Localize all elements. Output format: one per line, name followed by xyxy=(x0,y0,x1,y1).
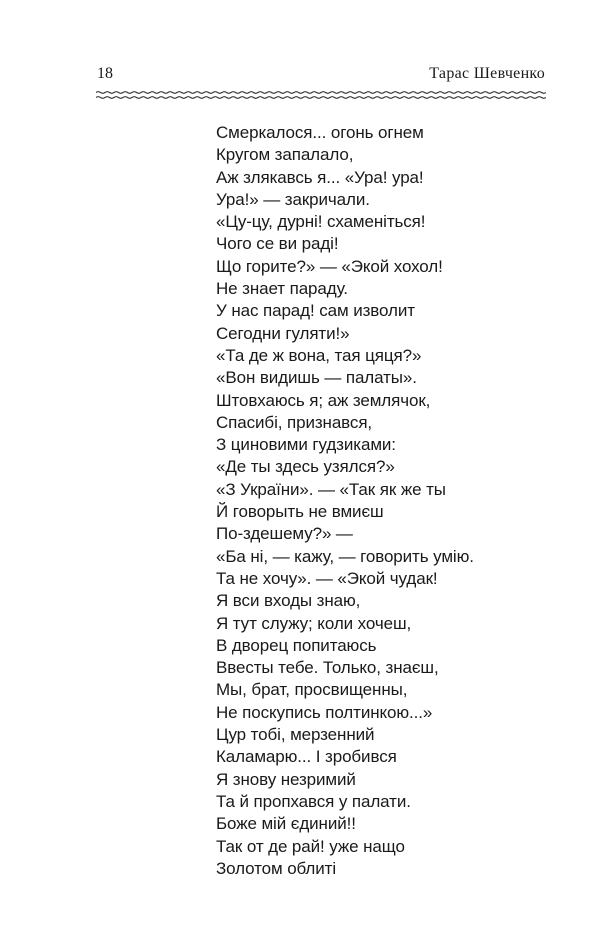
poem-line: Я вси входы знаю, xyxy=(216,591,361,611)
poem-line: «Вон видишь — палаты». xyxy=(216,368,417,388)
poem-line: Так от де рай! уже нащо xyxy=(216,836,405,856)
poem-line: Спасибі, признався, xyxy=(216,412,373,432)
decorative-wave-divider xyxy=(96,89,546,101)
poem-line: Та й пропхався у палати. xyxy=(216,791,411,811)
poem-line: Мы, брат, просвищенны, xyxy=(216,680,408,700)
poem-line: Смеркалося... огонь огнем xyxy=(216,123,424,142)
poem-line: Ура!» — закричали. xyxy=(216,189,370,209)
poem-line: Аж злякавсь я... «Ура! ура! xyxy=(216,167,424,187)
poem-line: Цур тобі, мерзенний xyxy=(216,725,375,745)
poem-line: Я знову незримий xyxy=(216,769,356,789)
page-number: 18 xyxy=(97,65,113,82)
poem-line: У нас парад! сам изволит xyxy=(216,301,415,321)
poem-line: З циновими гудзиками: xyxy=(216,435,396,455)
poem-line: «Де ты здесь узялся?» xyxy=(216,457,395,477)
poem-line: Сегодни гуляти!» xyxy=(216,323,350,343)
poem-line: Й говорыть не вмиєш xyxy=(216,502,384,522)
poem-line: По-здешему?» — xyxy=(216,524,353,544)
poem-line: «З України». — «Так як же ты xyxy=(216,479,446,499)
poem-line: Я тут служу; коли хочеш, xyxy=(216,613,412,633)
poem-line: «Ба ні, — кажу, — говорить умію. xyxy=(216,546,474,566)
poem-line: Боже мій єдиний!! xyxy=(216,814,356,834)
poem-line: Чого се ви раді! xyxy=(216,234,339,254)
poem-line: Каламарю... І зробився xyxy=(216,747,397,767)
poem-line: Що горите?» — «Экой хохол! xyxy=(216,256,443,276)
poem-text xyxy=(216,122,474,880)
running-head: Тарас Шевченко xyxy=(429,65,545,82)
poem-line: Ввесты тебе. Только, знаєш, xyxy=(216,658,439,678)
poem-line: В дворец попитаюсь xyxy=(216,635,377,655)
poem-line: «Та де ж вона, тая цяця?» xyxy=(216,345,422,365)
poem-line: Золотом облиті xyxy=(216,858,337,878)
poem-line: Кругом запалало, xyxy=(216,145,354,165)
poem-line: Не поскупись полтинкою...» xyxy=(216,702,433,722)
poem-line: Та не хочу». — «Экой чудак! xyxy=(216,568,438,588)
poem-line: Штовхаюсь я; аж землячок, xyxy=(216,390,431,410)
poem-line: «Цу-цу, дурні! схаменіться! xyxy=(216,212,426,232)
poem-line: Не знает параду. xyxy=(216,279,348,299)
